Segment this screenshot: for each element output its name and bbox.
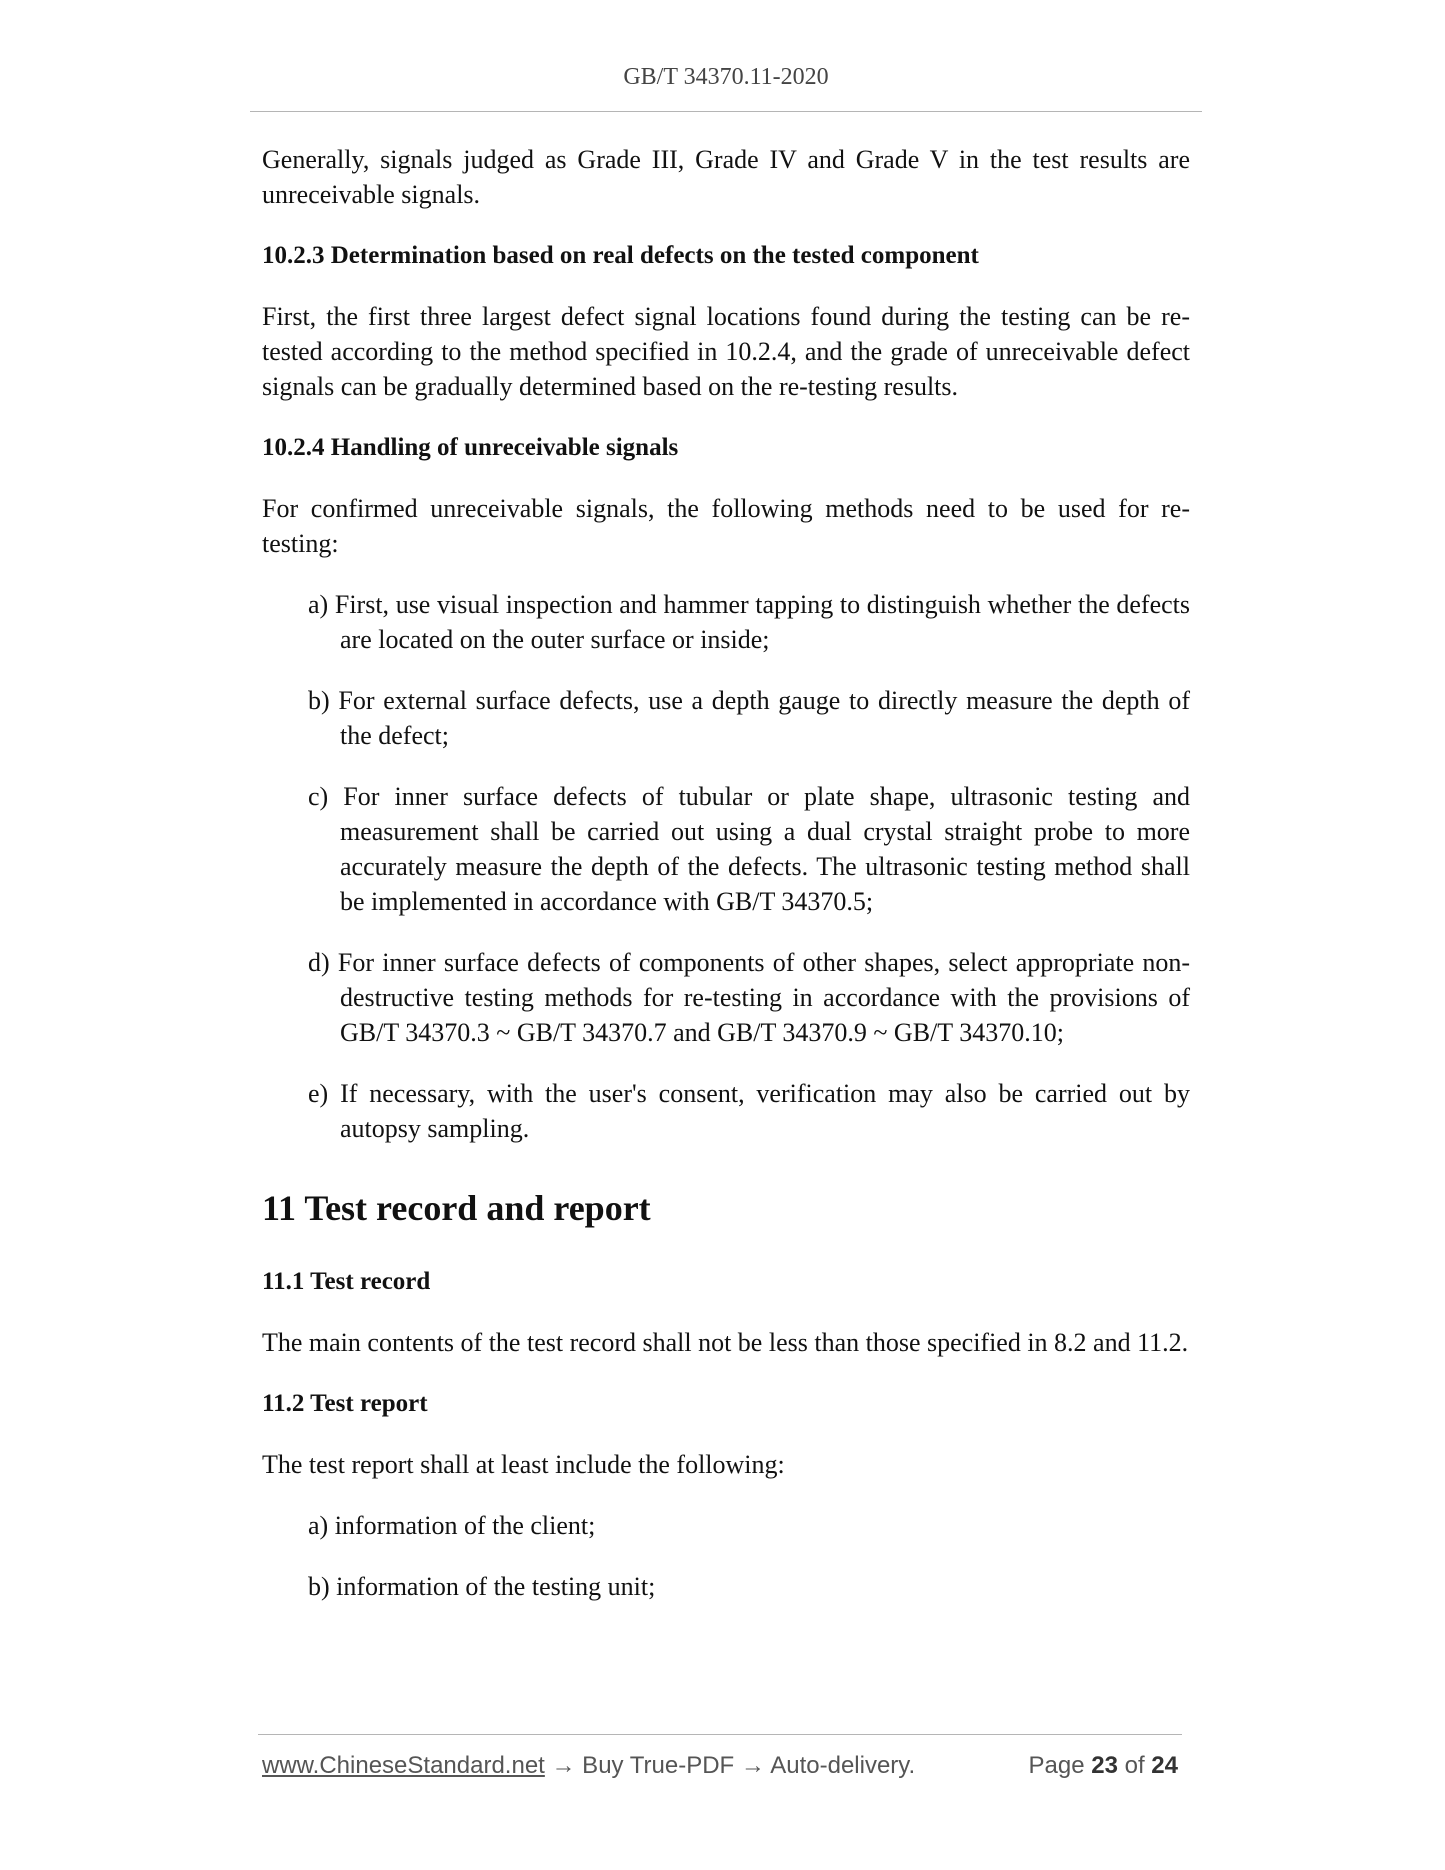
list-item (308, 945, 1190, 1050)
heading-10-2-3: 10.2.3 Determination based on real defects on the tested component (262, 242, 979, 269)
of-label: of (1124, 1752, 1145, 1779)
list-marker: c) (308, 782, 329, 811)
list-marker: b) (308, 686, 330, 715)
list-item-text: information of the client; (334, 1511, 596, 1540)
intro-paragraph: Generally, signals judged as Grade III, Grade IV and Grade V in the test results are unreceivable signals. (262, 145, 1190, 209)
list-item (308, 683, 1190, 753)
paragraph-11-2: The test report shall at least include the following: (262, 1450, 785, 1479)
heading-11-2: 11.2 Test report (262, 1390, 428, 1417)
list-marker: a) (308, 590, 329, 619)
site-link[interactable]: www.ChineseStandard.net (262, 1752, 545, 1779)
list-item (308, 1569, 1190, 1604)
list-item-text: information of the testing unit; (336, 1572, 656, 1601)
footer-tagline: → Buy True-PDF → Auto-delivery. (544, 1752, 916, 1779)
list-item-text: If necessary, with the user's consent, verification may also be carried out by autopsy sampling. (340, 1079, 1190, 1143)
list-item (308, 779, 1190, 919)
page-label: Page (1028, 1752, 1085, 1779)
list-item-text: For inner surface defects of tubular or plate shape, ultrasonic testing and measurement shall be carried out using a dual crystal straight probe to more accurately measure the depth of the defects. The ultrasonic testing method shall be implemented in accordance with GB/T 34370.5; (340, 782, 1190, 916)
list-marker: d) (308, 948, 330, 977)
current-page-number: 23 (1091, 1752, 1118, 1779)
heading-11: 11 Test record and report (262, 1188, 651, 1228)
list-item (308, 1076, 1190, 1146)
footer-divider (258, 1734, 1182, 1735)
running-header: GB/T 34370.11-2020 (623, 64, 829, 90)
heading-10-2-4: 10.2.4 Handling of unreceivable signals (262, 434, 679, 461)
list-marker: e) (308, 1079, 329, 1108)
list-item (308, 587, 1190, 657)
heading-11-1: 11.1 Test record (262, 1268, 431, 1295)
list-marker: a) (308, 1511, 329, 1540)
total-page-number: 24 (1151, 1752, 1178, 1779)
list-item-text: First, use visual inspection and hammer tapping to distinguish whether the defects are located on the outer surface or inside; (334, 590, 1190, 654)
header-divider (250, 111, 1202, 112)
report-contents-list (262, 1508, 1190, 1604)
paragraph-11-1: The main contents of the test record shall not be less than those specified in 8.2 and 11.2. (262, 1328, 1189, 1357)
list-item-text: For inner surface defects of components of other shapes, select appropriate non-destructive testing methods for re-testing in accordance with the provisions of GB/T 34370.3 ~ GB/T 34370.7 and GB/T 34370.9 ~ GB/T 34370.10; (337, 948, 1190, 1047)
page-indicator (1029, 1752, 1179, 1780)
paragraph-10-2-3: First, the first three largest defect signal locations found during the testing can be re-tested according to the method specified in 10.2.4, and the grade of unreceivable defect signals can be gradually determined based on the re-testing results. (262, 302, 1190, 401)
retest-methods-list (262, 587, 1190, 1146)
list-marker: b) (308, 1572, 330, 1601)
footer-promo (262, 1752, 915, 1780)
list-item-text: For external surface defects, use a depth gauge to directly measure the depth of the defect; (338, 686, 1191, 750)
paragraph-10-2-4: For confirmed unreceivable signals, the following methods need to be used for re-testing: (262, 494, 1190, 558)
list-item (308, 1508, 1190, 1543)
document-body (262, 142, 1190, 1630)
